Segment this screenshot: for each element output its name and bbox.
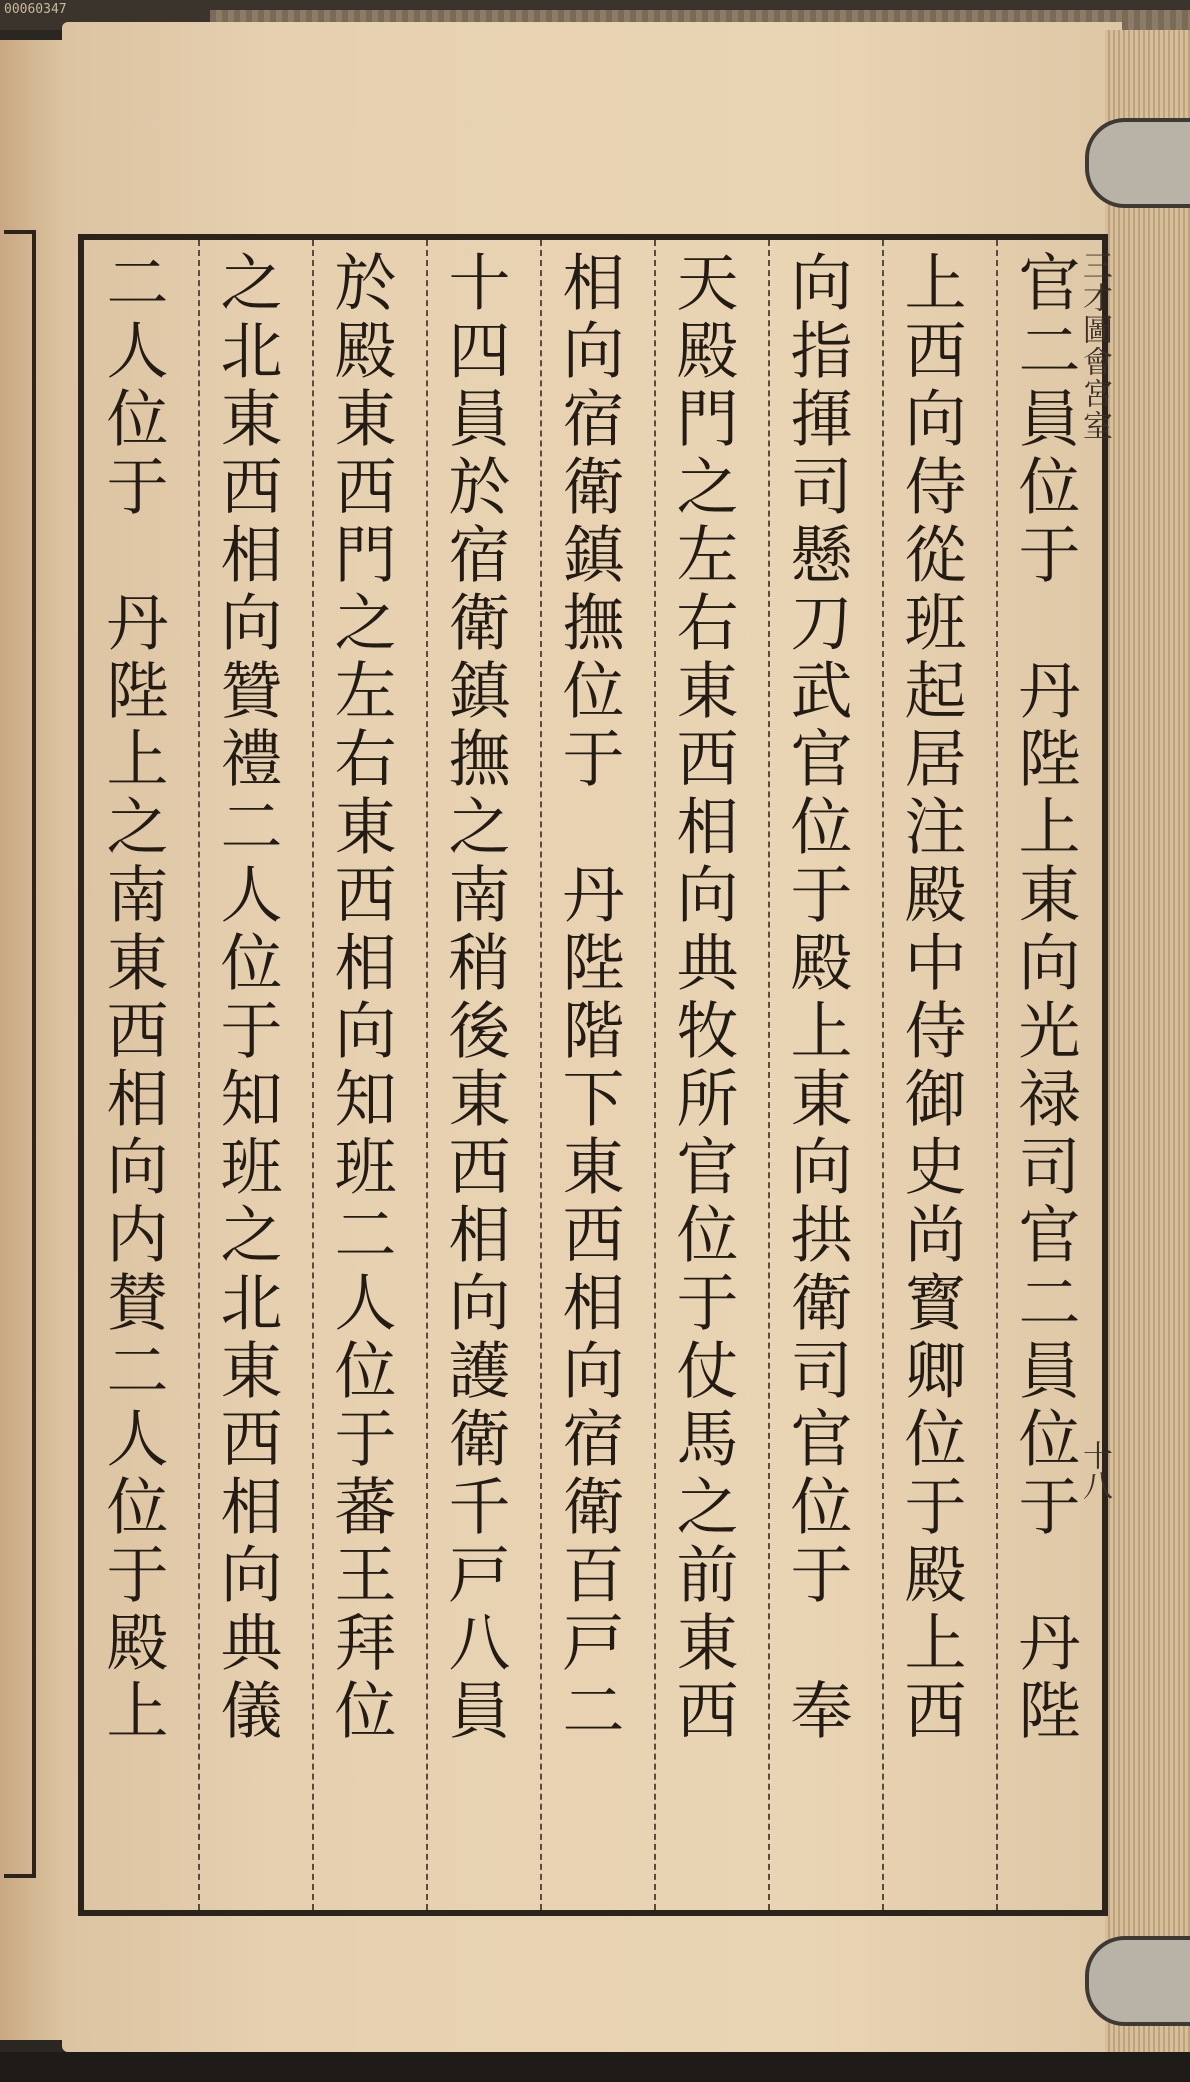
scan-id: 00060347 bbox=[4, 2, 67, 17]
text-column-5: 相向宿衛鎮撫位于 丹陛階下東西相向宿衛百戸二 bbox=[552, 250, 625, 1746]
column-rule bbox=[654, 240, 656, 1910]
bottom-shadow bbox=[0, 2052, 1190, 2082]
column-rule bbox=[882, 240, 884, 1910]
gutter-title: 三才圖會宮室 bbox=[1077, 250, 1112, 442]
text-column-8: 之北東西相向贊禮二人位于知班之北東西相向典儀 bbox=[210, 250, 283, 1746]
previous-page-border bbox=[4, 230, 36, 1878]
binding-clip-top bbox=[1085, 118, 1190, 208]
text-column-4: 天殿門之左右東西相向典牧所官位于仗馬之前東西 bbox=[666, 250, 739, 1746]
text-column-6: 十四員於宿衛鎮撫之南稍後東西相向護衛千戸八員 bbox=[438, 250, 511, 1746]
text-column-3: 向指揮司懸刀武官位于殿上東向拱衛司官位于 奉 bbox=[780, 250, 853, 1746]
text-column-1: 官二員位于 丹陛上東向光禄司官二員位于 丹陛 bbox=[1008, 250, 1081, 1746]
text-column-7: 於殿東西門之左右東西相向知班二人位于蕃王拜位 bbox=[324, 250, 397, 1746]
gutter-page-number: 十八 bbox=[1077, 1440, 1112, 1500]
binding-clip-bottom bbox=[1085, 1936, 1190, 2026]
text-column-9: 二人位于 丹陛上之南東西相向内賛二人位于殿上 bbox=[96, 250, 169, 1746]
column-rule bbox=[540, 240, 542, 1910]
column-rule bbox=[426, 240, 428, 1910]
column-rule bbox=[768, 240, 770, 1910]
column-rule bbox=[996, 240, 998, 1910]
text-column-2: 上西向侍從班起居注殿中侍御史尚寳卿位于殿上西 bbox=[894, 250, 967, 1746]
column-rule bbox=[312, 240, 314, 1910]
column-rule bbox=[198, 240, 200, 1910]
page-stack-edge bbox=[1105, 30, 1190, 2070]
